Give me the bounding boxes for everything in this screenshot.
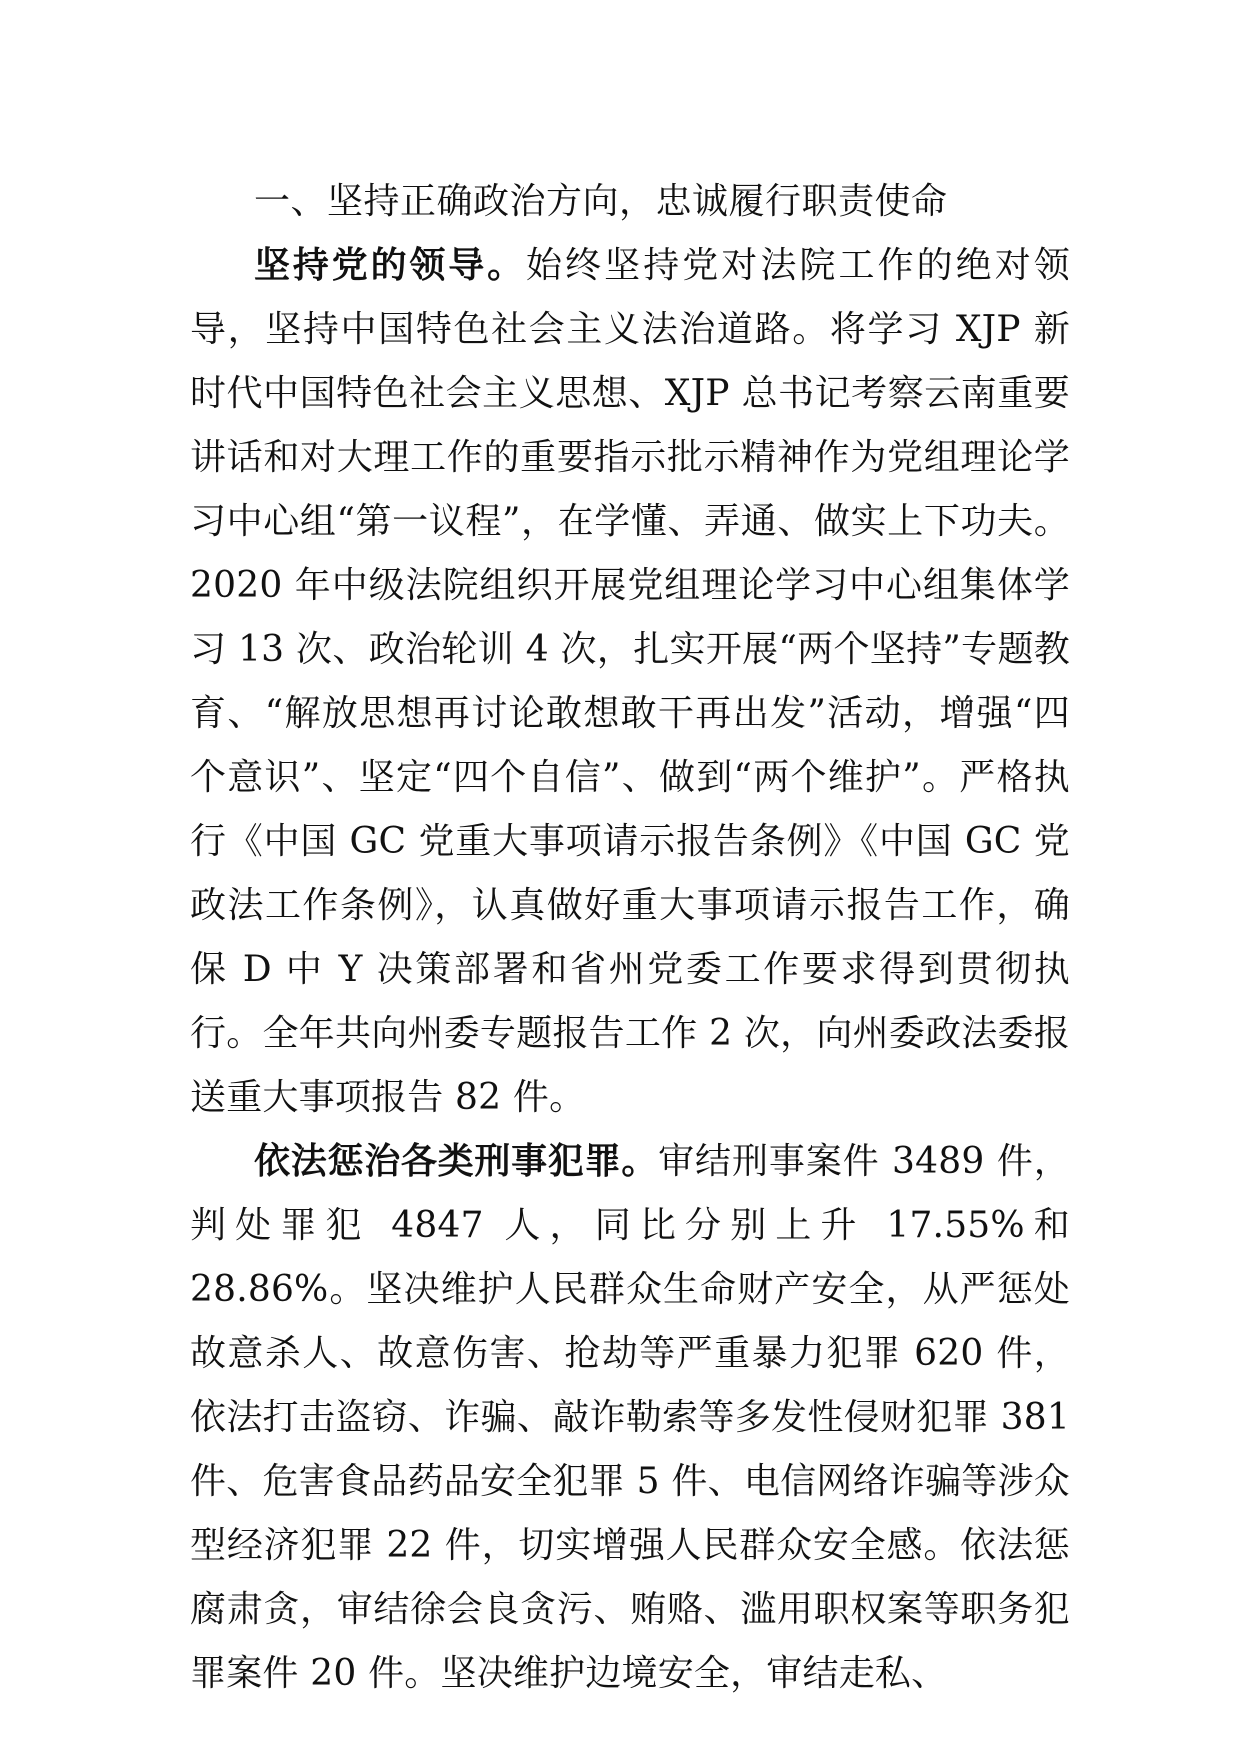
paragraph-body-text: 审结刑事案件 3489 件，判处罪犯 4847 人，同比分别上升 17.55%和 28.86%。坚决维护人民群众生命财产安全，从严惩处故意杀人、故意伤害、抢劫等严重暴力犯罪 620 件，依法打击盗窃、诈骗、敲诈勒索等多发性侵财犯罪 381 件、危害食品药品安全犯罪 5 件、电信网络诈骗等涉众型经济犯罪 22 件，切实增强人民群众安全感。依法惩腐肃贪，审结徐会良贪污、贿赂、滥用职权案等职务犯罪案件 20 件。坚决维护边境安全，审结走私、 <box>190 1141 1070 1694</box>
section-heading: 一、坚持正确政治方向，忠诚履行职责使命 <box>254 181 948 222</box>
paragraph-party-leadership <box>190 234 1070 1130</box>
document-body <box>190 170 1070 1706</box>
paragraph-body-text: 始终坚持党对法院工作的绝对领导，坚持中国特色社会主义法治道路。将学习 XJP 新时代中国特色社会主义思想、XJP 总书记考察云南重要讲话和对大理工作的重要指示批示精神作为党组理论学习中心组“第一议程”，在学懂、弄通、做实上下功夫。2020 年中级法院组织开展党组理论学习中心组集体学习 13 次、政治轮训 4 次，扎实开展“两个坚持”专题教育、“解放思想再讨论敢想敢干再出发”活动，增强“四个意识”、坚定“四个自信”、做到“两个维护”。严格执行《中国 GC 党重大事项请示报告条例》《中国 GC 党政法工作条例》，认真做好重大事项请示报告工作，确保 D 中 Y 决策部署和省州党委工作要求得到贯彻执行。全年共向州委专题报告工作 2 次，向州委政法委报送重大事项报告 82 件。 <box>190 245 1070 1118</box>
paragraph-lead-title: 依法惩治各类刑事犯罪。 <box>254 1141 659 1182</box>
paragraph-lead-title: 坚持党的领导。 <box>254 245 527 286</box>
paragraph-criminal-justice <box>190 1130 1070 1706</box>
